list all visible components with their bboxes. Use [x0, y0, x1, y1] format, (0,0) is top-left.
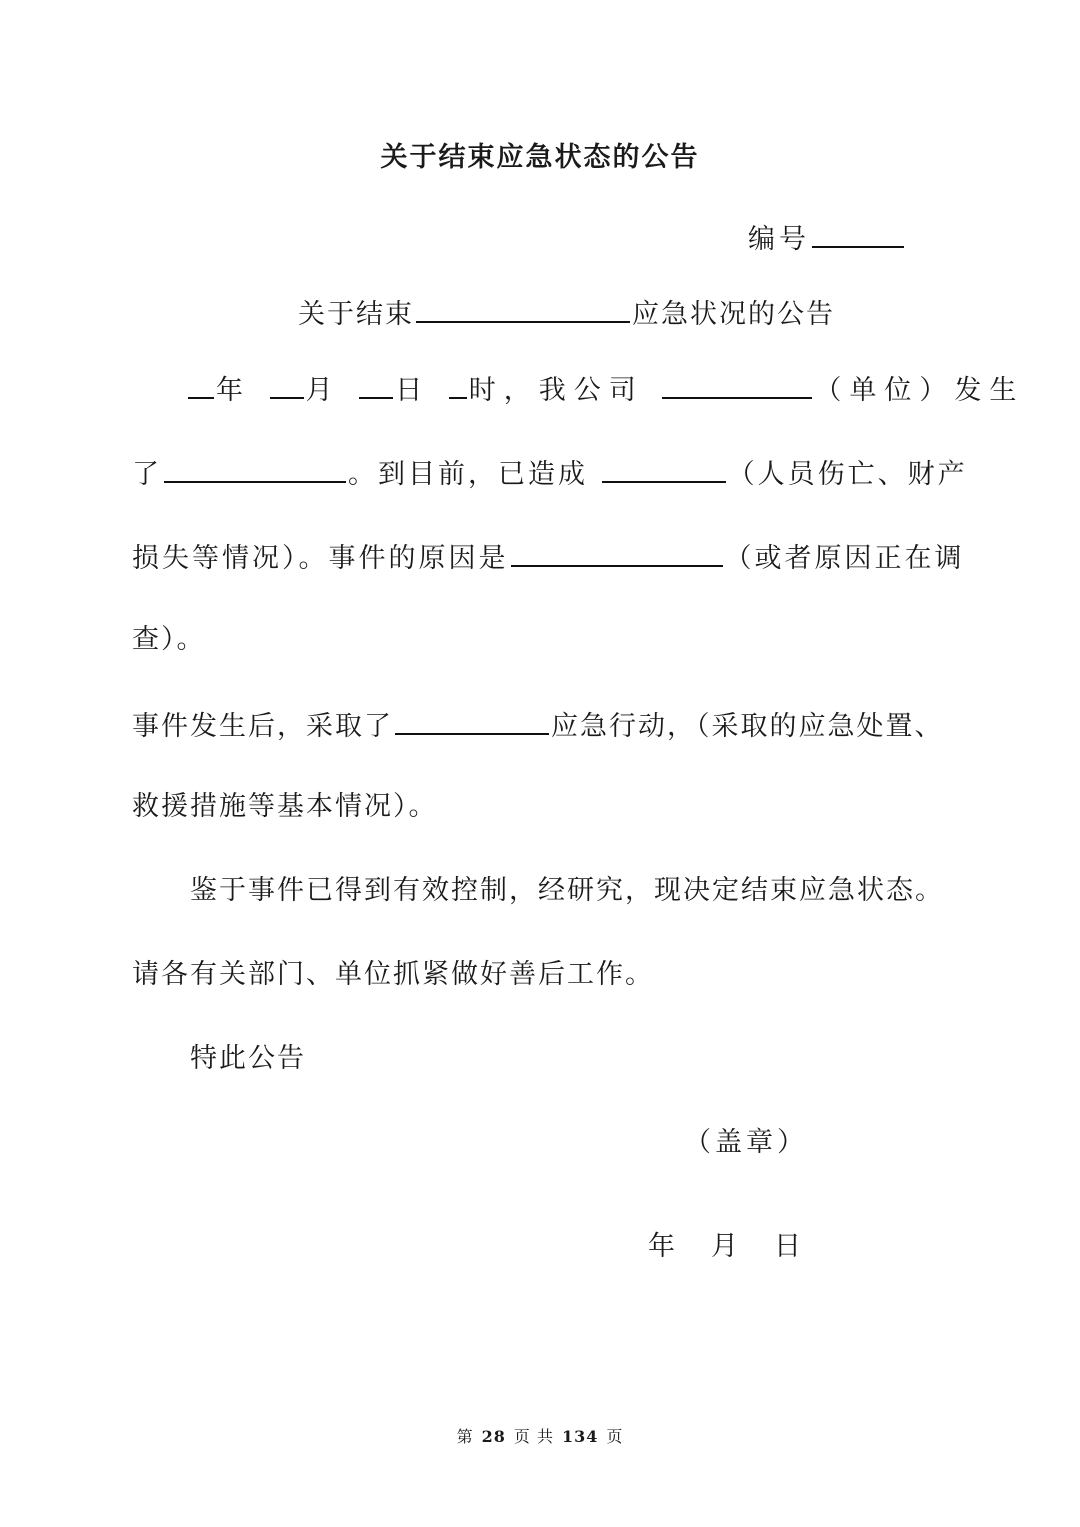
- loss-blank: [602, 451, 726, 483]
- document-title: 关于结束应急状态的公告: [380, 142, 700, 173]
- hour-blank: [449, 367, 467, 399]
- p1-year: 年: [216, 375, 251, 406]
- p1-line1: [186, 367, 1024, 411]
- p1-hour: 时，我公司: [468, 375, 644, 406]
- page-total: 134: [561, 1427, 599, 1446]
- month-blank: [270, 367, 304, 399]
- date-line: [648, 1227, 803, 1267]
- p1-line2: [132, 451, 968, 495]
- page-footer: [0, 1424, 1080, 1447]
- page-mid: 页 共: [513, 1427, 554, 1446]
- number-line: [748, 216, 906, 260]
- seal-line: [684, 1123, 808, 1163]
- seal-text: （盖章）: [684, 1127, 808, 1158]
- page-current: 28: [481, 1427, 506, 1446]
- p3-line1: [190, 871, 944, 911]
- cause-blank: [511, 535, 723, 567]
- date-day: 日: [774, 1231, 803, 1262]
- p1-unit-note: （单位）发生: [814, 375, 1025, 406]
- action-blank: [395, 703, 549, 735]
- p3-line2: [132, 955, 654, 995]
- event-blank: [164, 451, 346, 483]
- number-label: 编号: [748, 224, 810, 255]
- closing-line: [190, 1039, 306, 1079]
- subtitle-end: 应急状况的公告: [632, 299, 835, 330]
- p2-end: 应急行动，（采取的应急处置、: [551, 711, 944, 742]
- p1-day: 日: [395, 375, 431, 406]
- subtitle-line: [298, 291, 835, 335]
- p1-result: 。到目前，已造成: [348, 459, 588, 490]
- page-suffix: 页: [606, 1427, 624, 1446]
- date-month: 月: [711, 1231, 740, 1262]
- subtitle-blank: [416, 291, 630, 323]
- p1-loss-note: （人员伤亡、财产: [727, 459, 968, 490]
- day-blank: [359, 367, 393, 399]
- p1-line4: [132, 620, 206, 660]
- unit-blank: [662, 367, 812, 399]
- p1-loss-note-cont: 损失等情况）。事件的原因是: [132, 543, 509, 574]
- p1-line3: [132, 535, 965, 579]
- date-year: 年: [648, 1231, 677, 1262]
- p1-cause-note-cont: 查）。: [132, 624, 206, 655]
- number-blank: [812, 216, 904, 248]
- closing-text: 特此公告: [190, 1043, 306, 1074]
- p2-line2: [132, 787, 438, 827]
- p1-occurred: 了: [132, 459, 162, 490]
- page-prefix: 第: [456, 1427, 474, 1446]
- p3-line2-text: 请各有关部门、单位抓紧做好善后工作。: [132, 959, 654, 990]
- year-blank: [188, 367, 214, 399]
- p3-line1-text: 鉴于事件已得到有效控制，经研究，现决定结束应急状态。: [190, 875, 944, 906]
- p2-cont: 救援措施等基本情况）。: [132, 791, 438, 822]
- p2-line1: [132, 703, 944, 747]
- subtitle-start: 关于结束: [298, 299, 414, 330]
- p2-start: 事件发生后，采取了: [132, 711, 393, 742]
- p1-cause-note: （或者原因正在调: [724, 543, 965, 574]
- p1-month: 月: [305, 375, 341, 406]
